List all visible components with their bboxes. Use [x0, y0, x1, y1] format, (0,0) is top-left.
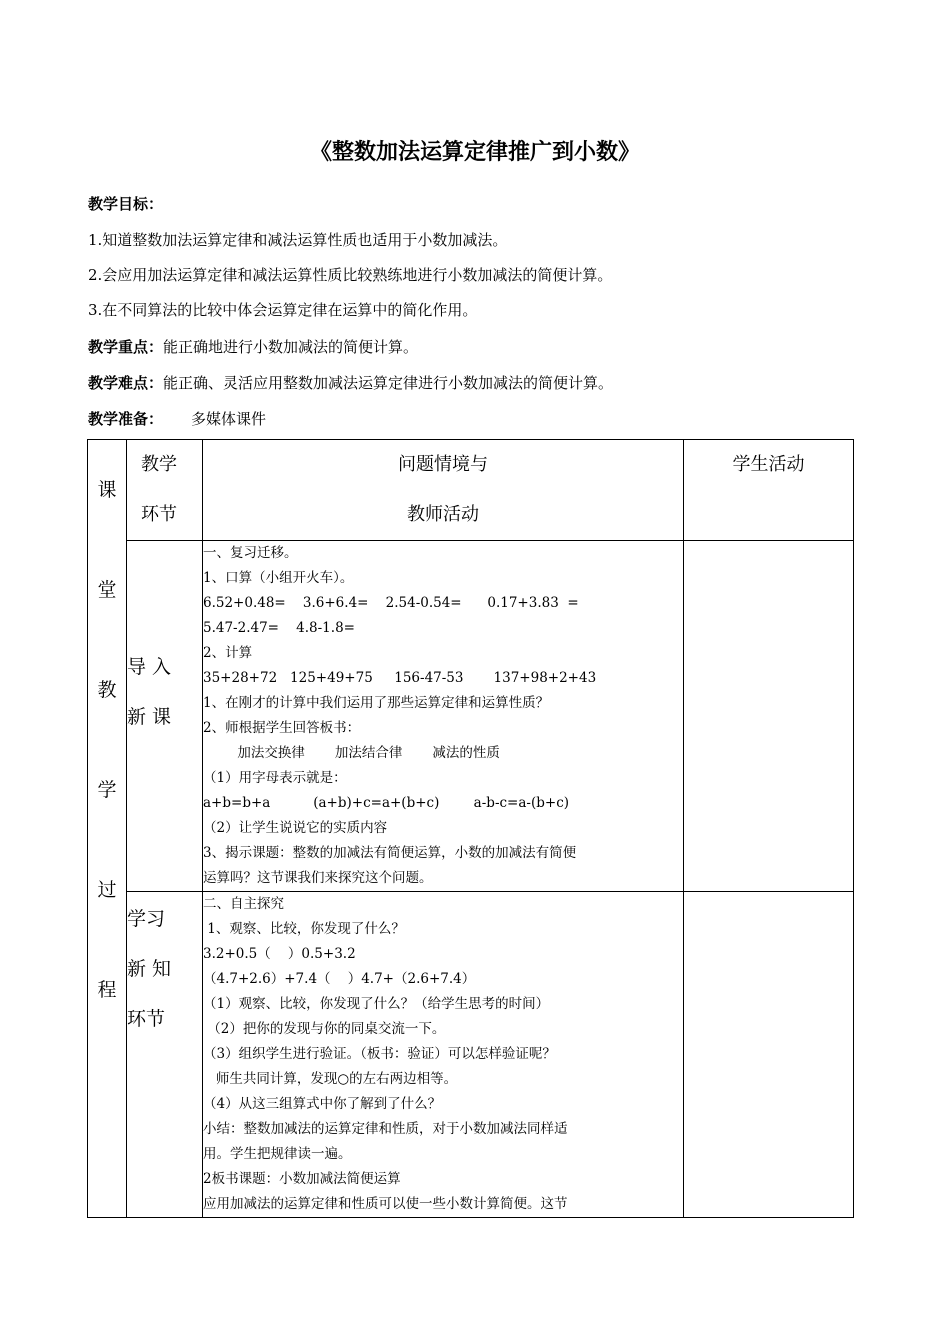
content-line: 用。学生把规律读一遍。	[203, 1146, 352, 1162]
content-line: （2）把你的发现与你的同桌交流一下。	[203, 1021, 446, 1037]
content-line: （4.7+2.6）+7.4（ ）4.7+（2.6+7.4）	[203, 971, 476, 987]
goal-item: 3.在不同算法的比较中体会运算定律在运算中的简化作用。	[88, 301, 478, 319]
goals-label: 教学目标：	[88, 195, 164, 213]
content-line: 2板书课题：小数加减法简便运算	[203, 1171, 401, 1187]
process-char: 程	[97, 979, 117, 1001]
content-line: 小结：整数加减法的运算定律和性质，对于小数加减法同样适	[203, 1121, 568, 1137]
process-column	[88, 440, 127, 1218]
lesson-table	[87, 439, 854, 1218]
process-char: 学	[97, 779, 117, 801]
prep-text: 多媒体课件	[191, 410, 267, 428]
content-line: 2、师根据学生回答板书：	[203, 720, 361, 736]
content-line: 运算吗？这节课我们来探究这个问题。	[203, 870, 433, 886]
content-line: （1）观察、比较，你发现了什么？（给学生思考的时间）	[203, 996, 550, 1012]
table-row	[88, 541, 854, 892]
content-line: 师生共同计算，发现○的左右两边相等。	[203, 1071, 458, 1087]
content-line: 35+28+72 125+49+75 156-47-53 137+98+2+43	[203, 670, 597, 686]
process-char: 过	[97, 879, 117, 901]
content-line: a+b=b+a (a+b)+c=a+(b+c) a-b-c=a-(b+c)	[203, 795, 570, 811]
page-title: 《整数加法运算定律推广到小数》	[309, 140, 640, 165]
prep-label: 教学准备：	[88, 410, 164, 428]
student-activity-cell	[684, 541, 854, 892]
section-new-knowledge-content	[203, 892, 684, 1218]
process-char: 堂	[97, 579, 117, 601]
goal-item: 1.知道整数加法运算定律和减法运算性质也适用于小数加减法。	[88, 231, 508, 249]
section-name-intro: 导 入 新 课	[127, 541, 203, 892]
content-line: （1）用字母表示就是：	[203, 770, 347, 786]
content-line: （2）让学生说说它的实质内容	[203, 820, 388, 836]
content-line: 1、口算（小组开火车）。	[203, 570, 354, 586]
difficulty-label: 教学难点：	[88, 374, 164, 392]
header-teacher: 问题情境与 教师活动	[203, 440, 684, 541]
content-line: 6.52+0.48= 3.6+6.4= 2.54-0.54= 0.17+3.83 =	[203, 595, 579, 611]
table-row	[88, 892, 854, 1218]
content-line: 3.2+0.5（ ）0.5+3.2	[203, 946, 356, 962]
content-line: （4）从这三组算式中你了解到了什么？	[203, 1096, 442, 1112]
header-stage: 教学 环节	[127, 440, 203, 541]
section-intro-content	[203, 541, 684, 892]
key-point-label: 教学重点：	[88, 338, 164, 356]
table-header-row	[88, 440, 854, 541]
section-name-new-knowledge: 学习 新 知 环节	[127, 892, 203, 1218]
difficulty	[88, 372, 613, 393]
key-point	[88, 336, 418, 357]
content-line: 二、自主探究	[203, 896, 284, 912]
content-line: 1、在刚才的计算中我们运用了那些运算定律和运算性质？	[203, 695, 550, 711]
content-line: （3）组织学生进行验证。（板书：验证）可以怎样验证呢？	[203, 1046, 556, 1062]
preparation	[88, 408, 266, 429]
content-line: 加法交换律 加法结合律 减法的性质	[203, 745, 500, 761]
content-line: 5.47-2.47= 4.8-1.8=	[203, 620, 355, 636]
content-line: 一、复习迁移。	[203, 545, 298, 561]
student-activity-cell	[684, 892, 854, 1218]
difficulty-text: 能正确、灵活应用整数加减法运算定律进行小数加减法的简便计算。	[163, 374, 614, 392]
content-line: 2、计算	[203, 645, 253, 661]
header-student: 学生活动	[684, 440, 854, 541]
key-point-text: 能正确地进行小数加减法的简便计算。	[163, 338, 419, 356]
content-line: 3、揭示课题：整数的加减法有简便运算，小数的加减法有简便	[203, 845, 577, 861]
content-line: 应用加减法的运算定律和性质可以使一些小数计算简便。这节	[203, 1196, 568, 1212]
content-line: 1、观察、比较，你发现了什么？	[203, 921, 405, 937]
process-char: 课	[97, 479, 117, 501]
process-char: 教	[97, 679, 117, 701]
goal-item: 2.会应用加法运算定律和减法运算性质比较熟练地进行小数加减法的简便计算。	[88, 266, 613, 284]
